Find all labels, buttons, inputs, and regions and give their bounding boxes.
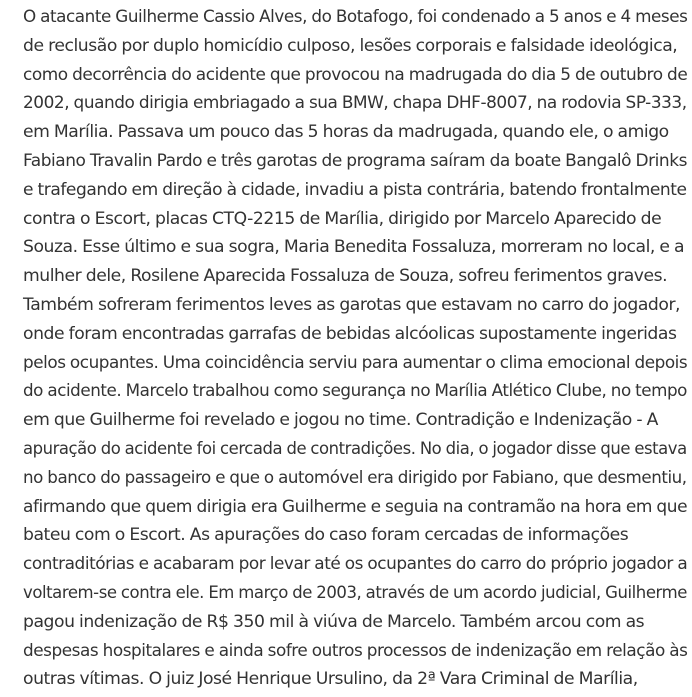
text-line: mulher dele, Rosilene Aparecida Fossaluza de Souza, sofreu ferimentos graves. xyxy=(23,266,668,287)
text-line: de reclusão por duplo homicídio culposo, lesões corporais e falsidade ideológica, xyxy=(23,35,678,56)
text-line: como decorrência do acidente que provocou na madrugada do dia 5 de outubro de xyxy=(23,64,688,85)
text-line: e trafegando em direção à cidade, invadiu a pista contrária, batendo frontalmente xyxy=(23,179,687,200)
text-line: no banco do passageiro e que o automóvel era dirigido por Fabiano, que desmentiu, xyxy=(23,467,687,488)
text-line: pagou indenização de R$ 350 mil à viúva de Marcelo. Também arcou com as xyxy=(23,611,645,632)
text-line: contra o Escort, placas CTQ-2215 de Marília, dirigido por Marcelo Aparecido de xyxy=(23,208,662,229)
text-line: voltarem-se contra ele. Em março de 2003, através de um acordo judicial, Guilherme xyxy=(23,582,687,603)
text-line: em Marília. Passava um pouco das 5 horas da madrugada, quando ele, o amigo xyxy=(23,122,669,143)
text-line: onde foram encontradas garrafas de bebidas alcóolicas supostamente ingeridas xyxy=(23,323,677,344)
text-line: contraditórias e acabaram por levar até os ocupantes do carro do próprio jogador a xyxy=(23,554,688,575)
text-line: outras vítimas. O juiz José Henrique Ursulino, da 2ª Vara Criminal de Marília, xyxy=(23,669,638,690)
text-line: O atacante Guilherme Cassio Alves, do Botafogo, foi condenado a 5 anos e 4 meses xyxy=(23,7,688,27)
text-line: bateu com o Escort. As apurações do caso foram cercadas de informações xyxy=(23,525,629,546)
text-line: despesas hospitalares e ainda sofre outros processos de indenização em relação às xyxy=(23,640,688,661)
text-line: afirmando que quem dirigia era Guilherme e seguia na contramão na hora em que xyxy=(23,496,688,517)
text-line: Fabiano Travalin Pardo e três garotas de programa saíram da boate Bangalô Drinks xyxy=(23,150,687,171)
text-line: do acidente. Marcelo trabalhou como segurança no Marília Atlético Clube, no tempo xyxy=(23,381,687,402)
text-line: pelos ocupantes. Uma coincidência serviu para aumentar o clima emocional depois xyxy=(23,352,688,373)
text-line: Souza. Esse último e sua sogra, Maria Benedita Fossaluza, morreram no local, e a xyxy=(23,237,685,258)
text-line: em que Guilherme foi revelado e jogou no time. Contradição e Indenização - A xyxy=(23,410,658,431)
text-line: apuração do acidente foi cercada de contradições. No dia, o jogador disse que estava xyxy=(23,438,687,459)
text-line: Também sofreram ferimentos leves as garotas que estavam no carro do jogador, xyxy=(23,294,681,315)
article-body xyxy=(23,0,688,694)
text-line: 2002, quando dirigia embriagado a sua BMW, chapa DHF-8007, na rodovia SP-333, xyxy=(23,93,687,114)
